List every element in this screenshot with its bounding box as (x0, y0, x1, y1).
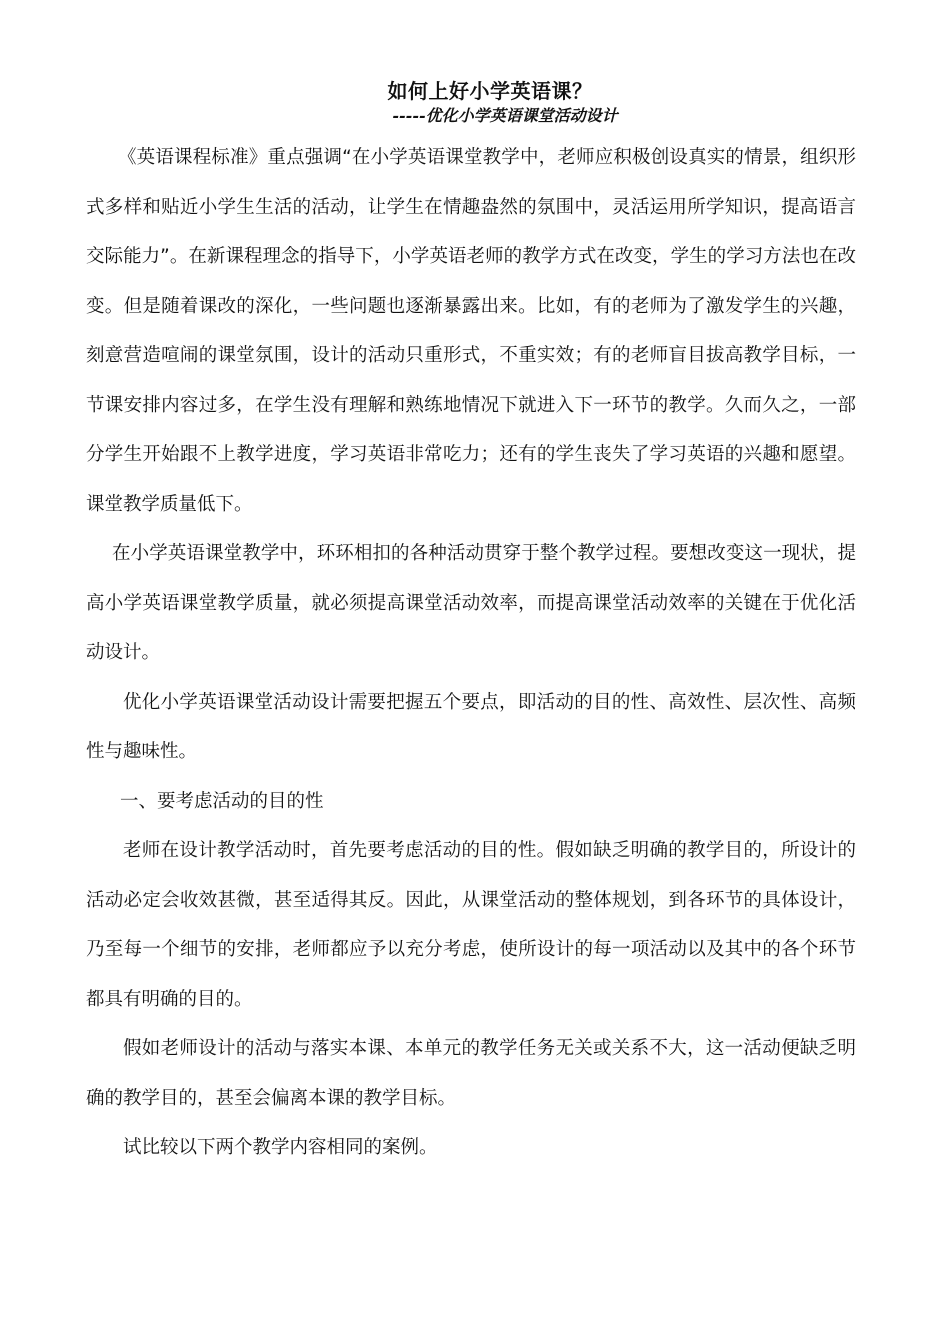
paragraph-unclear-goals: 假如老师设计的活动与落实本课、本单元的教学任务无关或关系不大，这一活动便缺乏明确的教学目的，甚至会偏离本课的教学目标。 (86, 1038, 856, 1109)
section-heading-purpose: 一、要考虑活动的目的性 (120, 790, 324, 812)
document-title: 如何上好小学英语课？ (387, 79, 593, 103)
paragraph-activity-purpose: 老师在设计教学活动时，首先要考虑活动的目的性。假如缺乏明确的教学目的，所设计的活动必定会收效甚微，甚至适得其反。因此，从课堂活动的整体规划，到各环节的具体设计，乃至每一个细节的安排，老师都应予以充分考虑，使所设计的每一项活动以及其中的各个环节都具有明确的目的。 (86, 840, 856, 1010)
paragraph-classroom-activities: 在小学英语课堂教学中，环环相扣的各种活动贯穿于整个教学过程。要想改变这一现状，提高小学英语课堂教学质量，就必须提高课堂活动效率，而提高课堂活动效率的关键在于优化活动设计。 (86, 543, 856, 663)
document-subtitle: -----优化小学英语课堂活动设计 (392, 106, 618, 125)
document-body (86, 133, 856, 1173)
paragraph-curriculum-standard: 《英语课程标准》重点强调“在小学英语课堂教学中，老师应积极创设真实的情景，组织形式多样和贴近小学生生活的活动，让学生在情趣盎然的氛围中，灵活运用所学知识，提高语言交际能力”。在新课程理念的指导下，小学英语老师的教学方式在改变，学生的学习方法也在改变。但是随着课改的深化，一些问题也逐渐暴露出来。比如，有的老师为了激发学生的兴趣，刻意营造喧闹的课堂氛围，设计的活动只重形式，不重实效；有的老师盲目拔高教学目标，一节课安排内容过多，在学生没有理解和熟练地情况下就进入下一环节的教学。久而久之，一部分学生开始跟不上教学进度，学习英语非常吃力；还有的学生丧失了学习英语的兴趣和愿望。课堂教学质量低下。 (86, 147, 856, 515)
paragraph-five-key-points: 优化小学英语课堂活动设计需要把握五个要点，即活动的目的性、高效性、层次性、高频性与趣味性。 (86, 691, 856, 762)
paragraph-compare-cases: 试比较以下两个教学内容相同的案例。 (123, 1137, 438, 1158)
